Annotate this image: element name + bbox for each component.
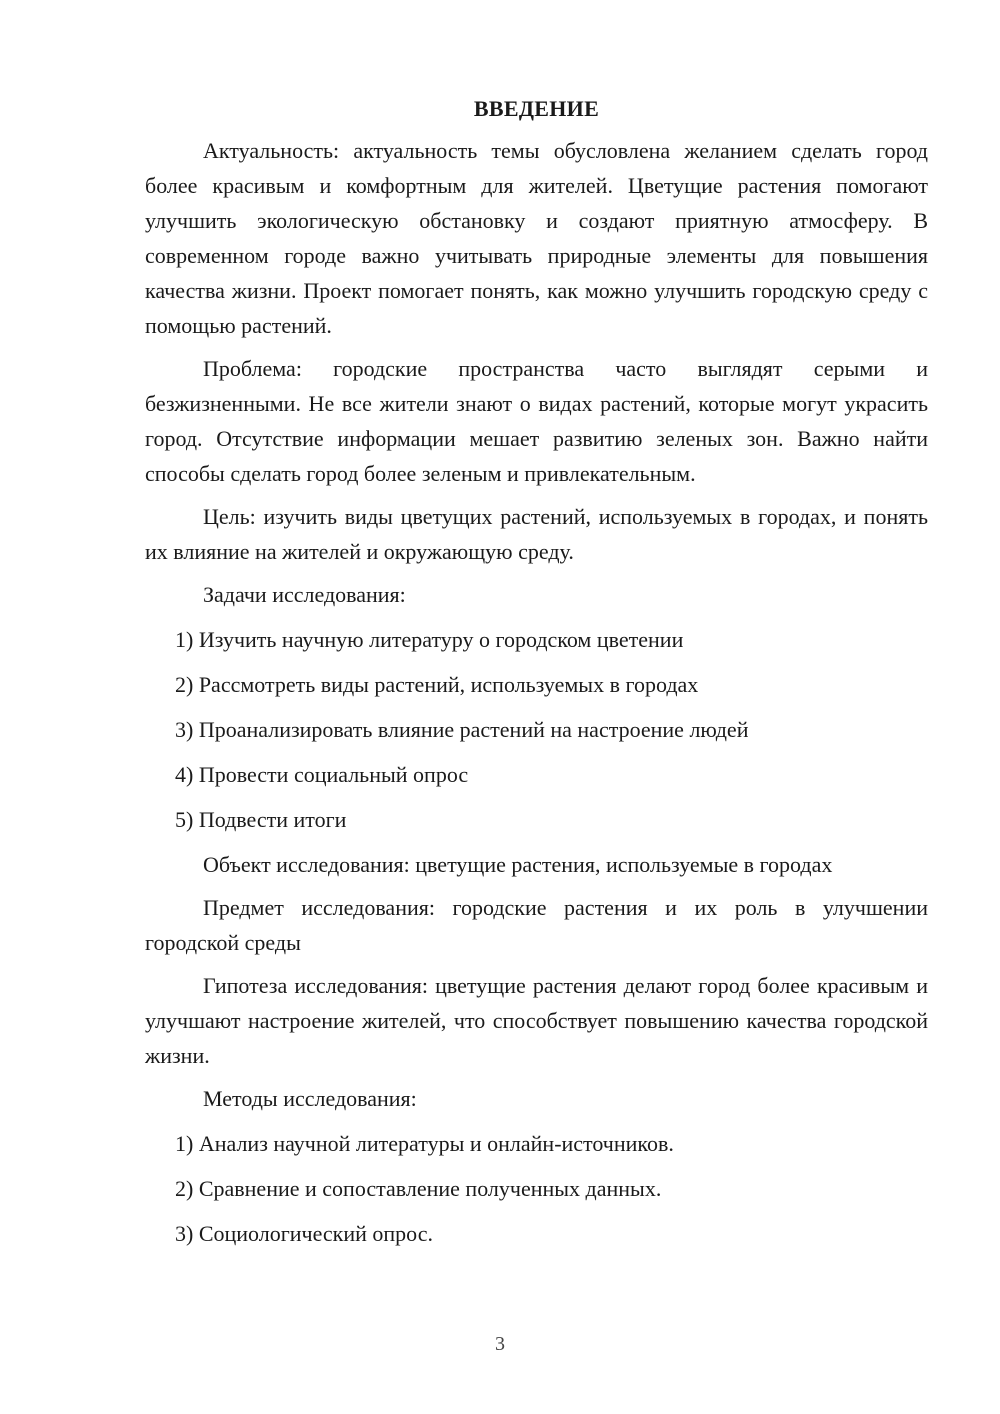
goal-paragraph: Цель: изучить виды цветущих растений, используемых в городах, и понять их влияние на жителей и окружающую среду. [145,504,928,564]
subject-paragraph: Предмет исследования: городские растения и их роль в улучшении городской среды [145,895,928,955]
list-item: 4) Провести социальный опрос [175,762,469,787]
list-item: 1) Анализ научной литературы и онлайн-источников. [175,1131,674,1156]
list-item: 3) Социологический опрос. [175,1221,433,1246]
list-item: 2) Рассмотреть виды растений, используемых в городах [175,672,699,697]
list-item: 2) Сравнение и сопоставление полученных данных. [175,1176,662,1201]
object-paragraph: Объект исследования: цветущие растения, используемые в городах [203,852,833,877]
relevance-paragraph: Актуальность: актуальность темы обусловлена желанием сделать город более красивым и комфортным для жителей. Цветущие растения помогают улучшить экологическую обстановку и создают приятную атмосферу. В современном городе важно учитывать природные элементы для повышения качества жизни. Проект помогает понять, как можно улучшить городскую среду с помощью растений. [145,138,928,338]
list-item: 5) Подвести итоги [175,807,347,832]
methods-heading: Методы исследования: [203,1086,417,1111]
document-page [145,95,928,1261]
list-item: 3) Проанализировать влияние растений на настроение людей [175,717,749,742]
page-title: ВВЕДЕНИЕ [473,96,600,121]
problem-paragraph: Проблема: городские пространства часто выглядят серыми и безжизненными. Не все жители знают о видах растений, которые могут украсить город. Отсутствие информации мешает развитию зеленых зон. Важно найти способы сделать город более зеленым и привлекательным. [145,356,928,486]
tasks-list [145,622,928,837]
hypothesis-paragraph: Гипотеза исследования: цветущие растения делают город более красивым и улучшают настроение жителей, что способствует повышению качества городской жизни. [145,973,928,1068]
methods-list [145,1126,928,1251]
tasks-heading: Задачи исследования: [203,582,406,607]
list-item: 1) Изучить научную литературу о городском цветении [175,627,684,652]
page-number: 3 [495,1333,505,1355]
